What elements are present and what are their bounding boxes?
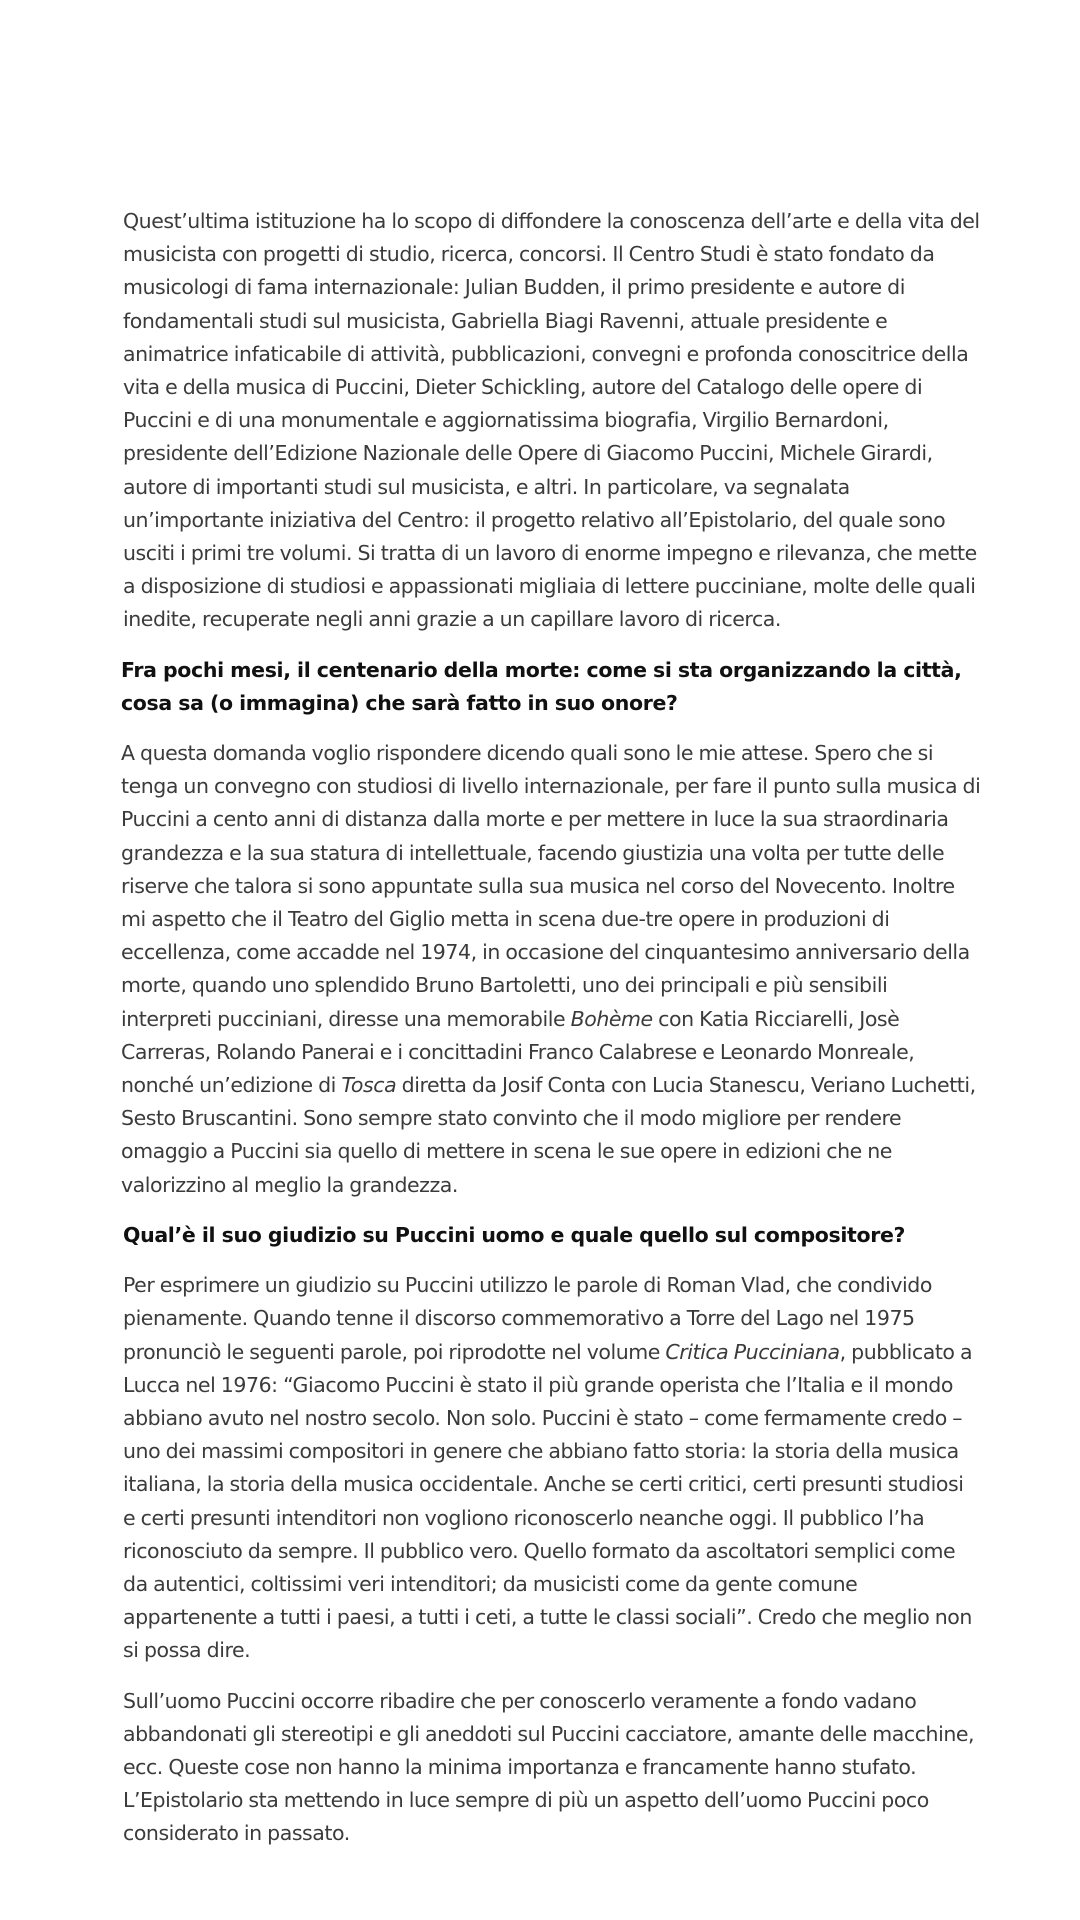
interview-question: Fra pochi mesi, il centenario della morte: come si sta organizzando la città, cosa sa (o immagina) che sarà fatto in suo onore?	[121, 657, 962, 715]
body-paragraph: Quest’ultima istituzione ha lo scopo di diffondere la conoscenza dell’arte e della vita del musicista con progetti di studio, ricerca, concorsi. Il Centro Studi è stato fondato da musicologi di fama internazionale: Julian Budden, il primo presidente e autore di fondamentali studi sul musicista, Gabriella Biagi Ravenni, attuale presidente e animatrice infaticabile di attività, pubblicazioni, convegni e profonda conoscitrice della vita e della musica di Puccini, Dieter Schickling, autore del Catalogo delle opere di Puccini e di una monumentale e aggiornatissima biografia, Virgilio Bernardoni, presidente dell’Edizione Nazionale delle Opere di Giacomo Puccini, Michele Girardi, autore di importanti studi sul musicista, e altri. In particolare, va segnalata un’importante iniziativa del Centro: il progetto relativo all’Epistolario, del quale sono usciti i primi tre volumi. Si tratta di un lavoro di enorme impegno e rilevanza, che mette a disposizione di studiosi e appassionati migliaia di lettere pucciniane, molte delle quali inedite, recuperate negli anni grazie a un capillare lavoro di ricerca.	[123, 209, 980, 632]
body-paragraph: Sull’uomo Puccini occorre ribadire che per conoscerlo veramente a fondo vadano abbandonati gli stereotipi e gli aneddoti sul Puccini cacciatore, amante delle macchine, ecc. Queste cose non hanno la minima importanza e francamente hanno stufato. L’Epistolario sta mettendo in luce sempre di più un aspetto dell’uomo Puccini poco considerato in passato.	[123, 1688, 975, 1846]
answer-paragraph	[121, 737, 981, 1202]
answer-text: A questa domanda voglio rispondere dicendo quali sono le mie attese. Spero che si tenga un convegno con studiosi di livello internazionale, per fare il punto sulla musica di Puccini a cento anni di distanza dalla morte e per mettere in luce la sua straordinaria grandezza e la sua statura di intellettuale, facendo giustizia una volta per tutte delle riserve che talora si sono appuntate sulla sua musica nel corso del Novecento. Inoltre mi aspetto che il Teatro del Giglio metta in scena due-tre opere in produzioni di eccellenza, come accadde nel 1974, in occasione del cinquantesimo anniversario della morte, quando uno splendido Bruno Bartoletti, uno dei principali e più sensibili interpreti pucciniani, diresse una memorabile	[121, 741, 981, 1031]
opera-title: Bohème	[570, 1006, 653, 1031]
answer-text: diretta da Josif Conta con Lucia Stanescu, Veriano Luchetti, Sesto Bruscantini. Sono sempre stato convinto che il modo migliore per rendere omaggio a Puccini sia quello di mettere in scena le sue opere in edizioni che ne valorizzino al meglio la grandezza.	[121, 1073, 976, 1197]
interview-question: Qual’è il suo giudizio su Puccini uomo e quale quello sul compositore?	[123, 1222, 906, 1247]
answer-text: Per esprimere un giudizio su Puccini utilizzo le parole di Roman Vlad, che condivido pienamente. Quando tenne il discorso commemorativo a Torre del Lago nel 1975 pronunciò le seguenti parole, poi riprodotte nel volume	[123, 1273, 932, 1364]
answer-paragraph	[123, 1269, 981, 1667]
answer-text: , pubblicato a Lucca nel 1976: “Giacomo Puccini è stato il più grande operista che l’Italia e il mondo abbiano avuto nel nostro secolo. Non solo. Puccini è stato – come fermamente credo – uno dei massimi compositori in genere che abbiano fatto storia: la storia della musica italiana, la storia della musica occidentale. Anche se certi critici, certi presunti studiosi e certi presunti intenditori non vogliono riconoscerlo neanche oggi. Il pubblico l’ha riconosciuto da sempre. Il pubblico vero. Quello formato da ascoltatori semplici come da autentici, coltissimi veri intenditori; da musicisti come da gente comune appartenente a tutti i paesi, a tutti i ceti, a tutte le classi sociali”. Credo che meglio non si possa dire.	[123, 1339, 973, 1663]
book-title: Critica Pucciniana	[665, 1339, 840, 1364]
article-body	[121, 205, 981, 1851]
opera-title: Tosca	[341, 1073, 397, 1098]
answer-text: con Katia Ricciarelli, Josè Carreras, Rolando Panerai e i concittadini Franco Calabrese e Leonardo Monreale, nonché un’edizione di	[121, 1006, 915, 1098]
